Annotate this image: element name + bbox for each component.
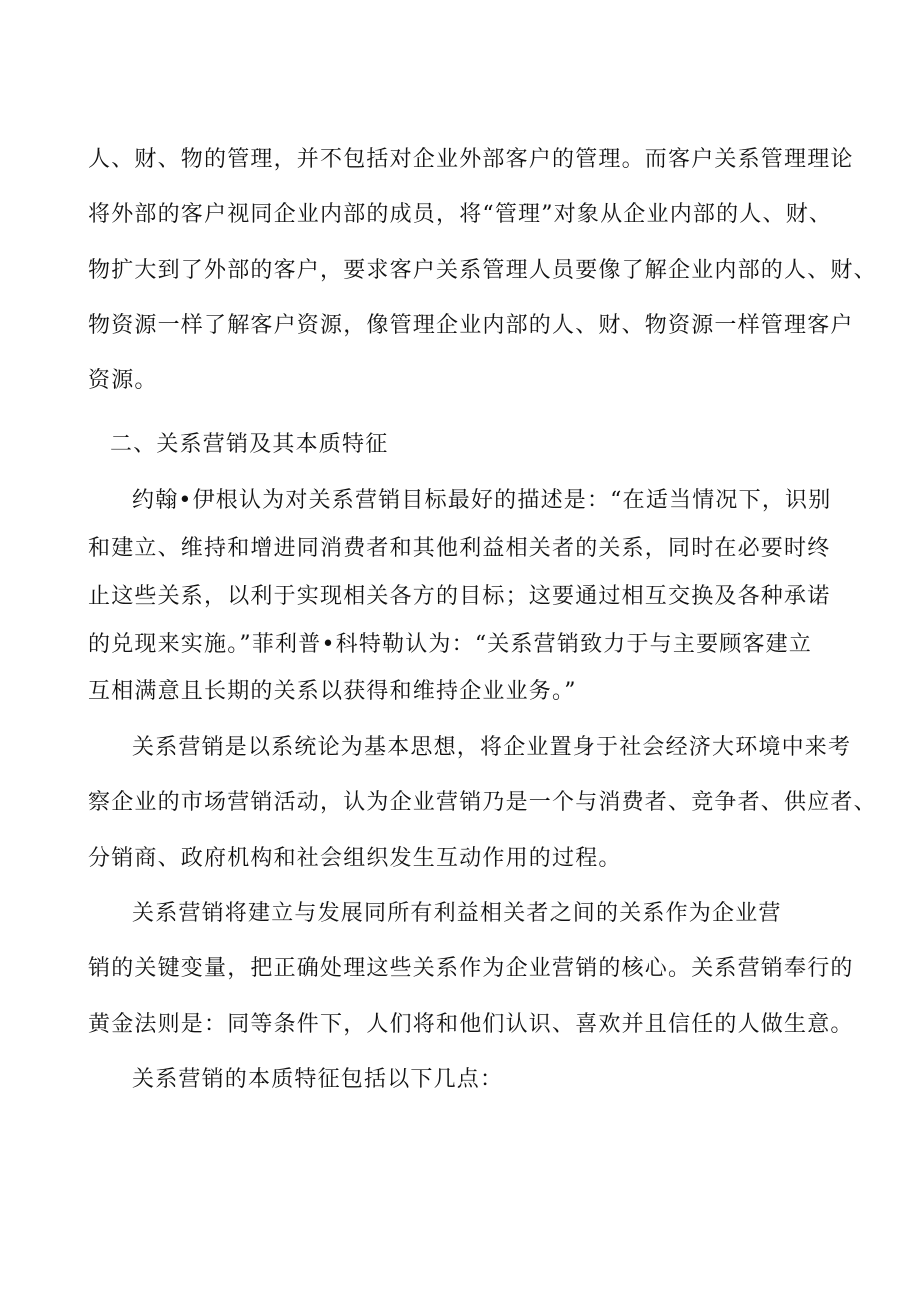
- paragraph-line: 互相满意且长期的关系以获得和维持企业业务。”: [88, 679, 577, 704]
- paragraph-line: 销的关键变量，把正确处理这些关系作为企业营销的核心。关系营销奉行的: [88, 956, 854, 981]
- paragraph-line: 关系营销将建立与发展同所有利益相关者之间的关系作为企业营: [132, 901, 782, 926]
- paragraph-line: 止这些关系，以利于实现相关各方的目标；这要通过相互交换及各种承诺: [88, 584, 831, 609]
- paragraph-line: 物资源一样了解客户资源，像管理企业内部的人、财、物资源一样管理客户: [88, 313, 854, 338]
- paragraph-line: 物扩大到了外部的客户，要求客户关系管理人员要像了解企业内部的人、财、: [88, 258, 877, 283]
- paragraph-line: 约翰•伊根认为对关系营销目标最好的描述是：“在适当情况下，识别: [132, 488, 832, 513]
- paragraph-line: 资源。: [88, 368, 158, 393]
- paragraph-line: 分销商、政府机构和社会组织发生互动作用的过程。: [88, 846, 622, 871]
- paragraph-line: 察企业的市场营销活动，认为企业营销乃是一个与消费者、竞争者、供应者、: [88, 790, 877, 815]
- paragraph-line: 和建立、维持和增进同消费者和其他利益相关者的关系，同时在必要时终: [88, 536, 831, 561]
- paragraph-line: 关系营销是以系统论为基本思想，将企业置身于社会经济大环境中来考: [132, 735, 852, 760]
- paragraph-line: 人、财、物的管理，并不包括对企业外部客户的管理。而客户关系管理理论: [88, 147, 854, 172]
- section-heading: 二、关系营销及其本质特征: [110, 432, 389, 457]
- paragraph-line: 将外部的客户视同企业内部的成员，将“管理”对象从企业内部的人、财、: [88, 202, 833, 227]
- paragraph-line: 的兑现来实施。”菲利普•科特勒认为：“关系营销致力于与主要顾客建立: [88, 632, 813, 657]
- paragraph-line: 关系营销的本质特征包括以下几点：: [132, 1067, 504, 1092]
- paragraph-line: 黄金法则是：同等条件下，人们将和他们认识、喜欢并且信任的人做生意。: [88, 1012, 854, 1037]
